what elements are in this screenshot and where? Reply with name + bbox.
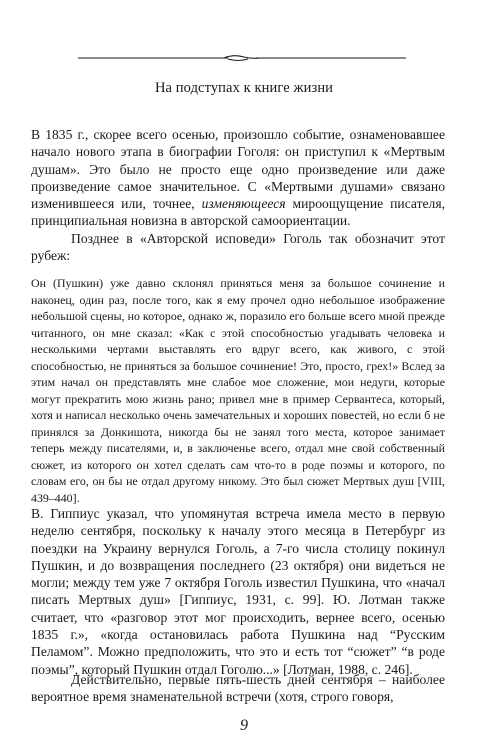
emphasized-word: изменяющееся: [201, 196, 286, 212]
paragraph-4: Действительно, первые пять-шесть дней сентября – наиболее вероятное время знаменательной встречи (хотя, строго говоря,: [31, 672, 445, 705]
paragraph-1-text-b: мироощущение писателя, принципиальная новизна в авторской самоориентации.: [31, 196, 445, 229]
paragraph-1-text-a: В 1835 г., скорее всего осенью, произошло событие, ознаменовавшее начало нового этапа в биографии Гоголя: он приступил к «Мертвым душам». Это было не просто еще одно произведение или даже произведение самое значительное. С «Мертвыми душами» связано изменившееся или, точнее,: [31, 127, 445, 212]
paragraph-2: Позднее в «Авторской исповеди» Гоголь так обозначит этот рубеж:: [31, 231, 445, 264]
page-number: 9: [240, 717, 248, 734]
header-ornament-rule: [78, 52, 406, 64]
chapter-title: На подступах к книге жизни: [154, 80, 334, 96]
block-quote: Он (Пушкин) уже давно склонял приняться меня за большое сочинение и наконец, один раз, после того, как я ему прочел одно небольшое изображение небольшой сцены, но которое, однако ж, поразило его больше всего мной прежде читанного, он мне сказал: «Как с этой способностью угадывать человека и несколькими чертами выставлять его вдруг всего, как живого, с этой способностью, не приняться за большое сочинение! Это, просто, грех!» Вслед за этим начал он представлять мне слабое мое сложение, мои недуги, которые могут прекратить мою жизнь рано; привел мне в пример Сервантеса, который, хотя и написал несколько очень замечательных и хороших повестей, но если б не принялся за Донкишота, никогда бы не занял того места, которое занимает теперь между писателями, и, в заключенье всего, отдал мне свой собственный сюжет, из которого он хотел сделать сам что-то в роде поэмы и которого, по словам его, он бы не отдал другому никому. Это был сюжет Мертвых душ [VIII, 439–440].: [31, 276, 445, 505]
paragraph-3: В. Гиппиус указал, что упомянутая встреча имела место в первую неделю сентября, поскольку к началу этого месяца в Петербург из поездки на Украину вернулся Гоголь, а 7-го числа столицу покинул Пушкин, и до возвращения последнего (23 октября) они видеться не могли; между тем уже 7 октября Гоголь известил Пушкина, что «начал писать Мертвых душ» [Гиппиус, 1931, с. 99]. Ю. Лотман также считает, что «разговор этот мог происходить, вернее всего, осенью 1835 г.», «когда остановилась работа Пушкина над “Русским Пеламом”. Можно предположить, что это и есть тот “сюжет” “в роде поэмы”, который Пушкин отдал Гоголю...» [Лотман, 1988, с. 246].: [31, 506, 445, 677]
paragraph-1: [31, 126, 445, 230]
